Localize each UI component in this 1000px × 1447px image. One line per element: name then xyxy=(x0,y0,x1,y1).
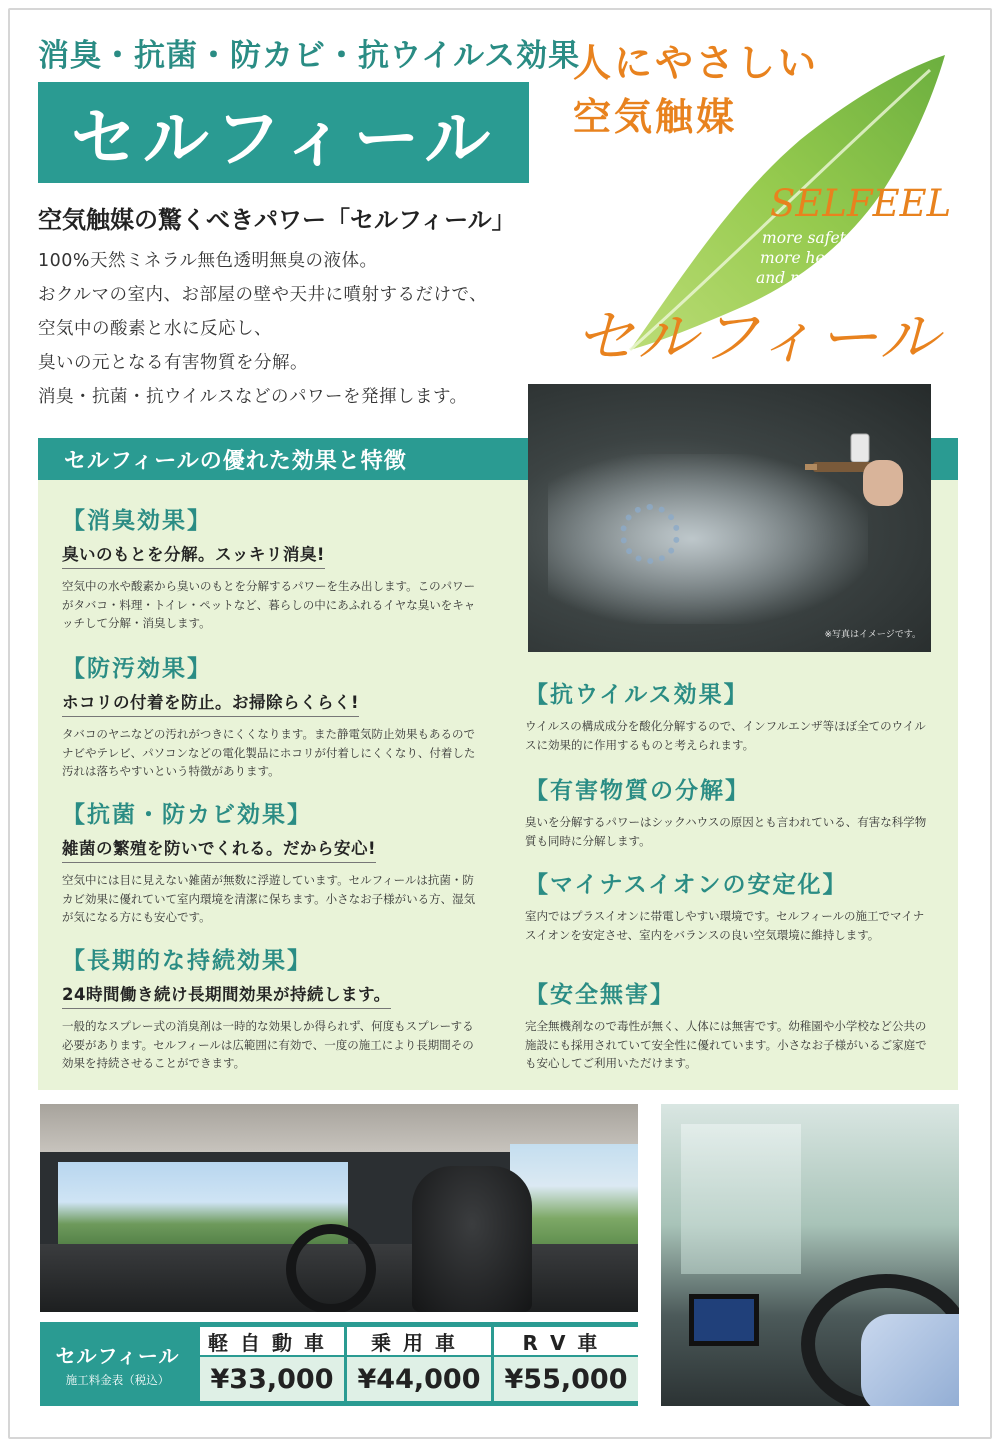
brand-slogan xyxy=(756,228,899,288)
car-seat xyxy=(412,1166,532,1312)
effects-heading-band xyxy=(38,438,528,480)
photo-note: ※写真はイメージです。 xyxy=(824,630,921,640)
brand-name-en: SELFEEL xyxy=(770,182,952,225)
price-table-label xyxy=(40,1322,195,1406)
effect-title: 【防汚効果】 xyxy=(62,656,212,682)
effect-title: 【消臭効果】 xyxy=(62,508,212,534)
vehicle-type: 乗用車 xyxy=(347,1327,491,1357)
price-value: ¥33,000 xyxy=(200,1357,344,1401)
price-table-subtitle: 施工料金表（税込） xyxy=(65,1373,170,1387)
price-column xyxy=(347,1327,491,1401)
effect-subtitle: 雑菌の繁殖を防いでくれる。だから安心! xyxy=(62,835,376,863)
spray-photo xyxy=(528,384,931,652)
effect-body: タバコのヤニなどの汚れがつきにくくなります。また静電気防止効果もあるのでナビやテレビ、パソコンなどの電化製品にホコリが付着しにくくなり、付着した汚れは落ちやすいという特徴があります。 xyxy=(62,727,476,778)
molecule-icon xyxy=(620,504,680,564)
effect-body: 完全無機剤なので毒性が無く、人体には無害です。幼稚園や小学校など公共の施設にも採用されていて安全性に優れています。小さなお子様がいるご家庭でも安心してご利用いただけます。 xyxy=(525,1019,927,1070)
effect-subtitle: 24時間働き続け長期間効果が持続します。 xyxy=(62,981,391,1009)
intro-line: 消臭・抗菌・抗ウイルスなどのパワーを発揮します。 xyxy=(38,387,468,407)
effect-deodorize xyxy=(62,502,482,633)
effects-heading: セルフィールの優れた効果と特徴 xyxy=(64,448,407,474)
intro-text xyxy=(38,244,528,414)
driver-arm xyxy=(861,1314,959,1406)
price-column xyxy=(494,1327,638,1401)
effect-safety xyxy=(525,976,935,1073)
intro-line: 空気中の酸素と水に反応し、 xyxy=(38,319,272,339)
effect-antibacterial xyxy=(62,796,482,927)
hero-tagline-line: 人にやさしい xyxy=(573,41,820,85)
effect-negative-ions xyxy=(525,866,935,944)
effect-title: 【長期的な持続効果】 xyxy=(62,948,312,974)
effects-tagline: 消臭・抗菌・防カビ・抗ウイルス効果 xyxy=(38,38,581,74)
effect-title: 【抗ウイルス効果】 xyxy=(525,682,749,708)
page-title: セルフィール xyxy=(70,100,497,177)
intro-line: 100%天然ミネラル無色透明無臭の液体。 xyxy=(38,251,378,271)
effect-antifouling xyxy=(62,650,482,781)
navigation-screen xyxy=(689,1294,759,1346)
effect-title: 【有害物質の分解】 xyxy=(525,778,750,804)
vehicle-type: RV車 xyxy=(494,1327,638,1357)
effect-body: ウイルスの構成成分を酸化分解するので、インフルエンザ等ほぼ全てのウイルスに効果的に作用するものと考えられます。 xyxy=(525,719,926,752)
price-column xyxy=(200,1327,344,1401)
hero-tagline xyxy=(573,36,819,144)
intro-heading: 空気触媒の驚くべきパワー「セルフィール」 xyxy=(38,206,516,234)
car-interior-photo xyxy=(40,1104,638,1312)
intro-line: 臭いの元となる有害物質を分解。 xyxy=(38,353,308,373)
brand-slogan-line: and more amenity xyxy=(756,269,899,287)
price-table-title: セルフィール xyxy=(55,1344,180,1368)
title-band xyxy=(38,82,529,183)
effect-title: 【安全無害】 xyxy=(525,982,675,1008)
effect-title: 【抗菌・防カビ効果】 xyxy=(62,802,312,828)
steering-wheel xyxy=(286,1224,376,1312)
effect-body: 室内ではプラスイオンに帯電しやすい環境です。セルフィールの施工でマイナスイオンを安定させ、室内をバランスの良い空気環境に維持します。 xyxy=(525,909,925,942)
brand-slogan-line: more healthy xyxy=(760,249,864,267)
price-table xyxy=(40,1322,638,1406)
effect-subtitle: ホコリの付着を防止。お掃除らくらく! xyxy=(62,689,359,717)
effect-harmful-substances xyxy=(525,772,935,850)
hero-tagline-line: 空気触媒 xyxy=(573,95,738,139)
driver-photo xyxy=(661,1104,959,1406)
effect-body: 空気中には目に見えない雑菌が無数に浮遊しています。セルフィールは抗菌・防カビ効果に優れていて室内環境を清潔に保ちます。小さなお子様がいる方、湿気が気になる方にも安心です。 xyxy=(62,873,476,924)
price-value: ¥55,000 xyxy=(494,1357,638,1401)
effect-subtitle: 臭いのもとを分解。スッキリ消臭! xyxy=(62,541,325,569)
windshield-view xyxy=(681,1124,801,1274)
effects-band-accent xyxy=(931,438,958,480)
spray-gun-icon xyxy=(803,424,913,514)
effect-antiviral xyxy=(525,676,935,754)
effect-title: 【マイナスイオンの安定化】 xyxy=(525,872,848,898)
effect-long-lasting xyxy=(62,942,482,1073)
brand-slogan-line: more safety xyxy=(762,229,855,247)
effect-body: 臭いを分解するパワーはシックハウスの原因とも言われている、有害な科学物質も同時に分解します。 xyxy=(525,815,927,848)
brand-name-jp: セルフィール xyxy=(575,303,941,373)
effect-body: 空気中の水や酸素から臭いのもとを分解するパワーを生み出します。このパワーがタバコ・料理・トイレ・ペットなど、暮らしの中にあふれるイヤな臭いをキャッチして分解・消臭します。 xyxy=(62,579,476,630)
price-value: ¥44,000 xyxy=(347,1357,491,1401)
intro-line: おクルマの室内、お部屋の壁や天井に噴射するだけで、 xyxy=(38,285,488,305)
effect-body: 一般的なスプレー式の消臭剤は一時的な効果しか得られず、何度もスプレーする必要があります。セルフィールは広範囲に有効で、一度の施工により長期間その効果を持続させることができます。 xyxy=(62,1019,474,1070)
vehicle-type: 軽自動車 xyxy=(200,1327,344,1357)
